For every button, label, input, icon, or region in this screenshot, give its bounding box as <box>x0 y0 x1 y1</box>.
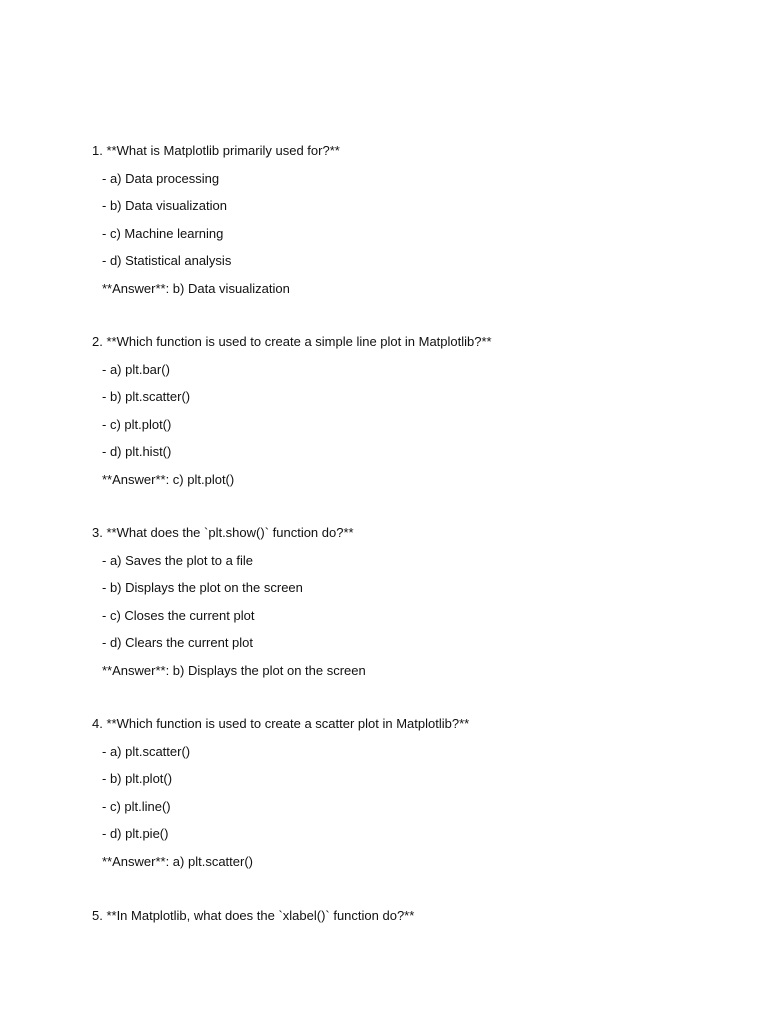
question-block-4 <box>92 715 732 880</box>
option-d: - d) plt.pie() <box>102 826 169 841</box>
question-block-2 <box>92 333 732 498</box>
question-text: 1. **What is Matplotlib primarily used for?** <box>92 143 340 158</box>
answer-text: **Answer**: b) Displays the plot on the screen <box>102 662 366 678</box>
option-c: - c) Closes the current plot <box>102 607 255 623</box>
option-a: - a) plt.bar() <box>102 361 170 377</box>
question-block-1 <box>92 142 732 307</box>
option-b: - b) Data visualization <box>102 198 227 213</box>
option-b: - b) Displays the plot on the screen <box>102 580 303 595</box>
question-block-3 <box>92 524 732 689</box>
question-block-5 <box>92 907 732 935</box>
option-d: - d) Statistical analysis <box>102 253 232 268</box>
option-c: - c) plt.line() <box>102 798 171 814</box>
question-text: 5. **In Matplotlib, what does the `xlabel()` function do?** <box>92 908 415 923</box>
option-c: - c) plt.plot() <box>102 416 172 432</box>
answer-text: **Answer**: a) plt.scatter() <box>102 853 253 869</box>
option-a: - a) Data processing <box>102 170 220 186</box>
option-b: - b) plt.plot() <box>102 771 173 786</box>
option-a: - a) plt.scatter() <box>102 743 191 759</box>
option-b: - b) plt.scatter() <box>102 389 191 404</box>
option-d: - d) plt.hist() <box>102 444 172 459</box>
option-d: - d) Clears the current plot <box>102 635 254 650</box>
option-a: - a) Saves the plot to a file <box>102 552 254 568</box>
question-text: 2. **Which function is used to create a simple line plot in Matplotlib?** <box>92 334 492 349</box>
question-text: 3. **What does the `plt.show()` function do?** <box>92 525 354 540</box>
question-text: 4. **Which function is used to create a scatter plot in Matplotlib?** <box>92 716 470 731</box>
answer-text: **Answer**: b) Data visualization <box>102 280 290 296</box>
option-c: - c) Machine learning <box>102 225 224 241</box>
answer-text: **Answer**: c) plt.plot() <box>102 471 235 487</box>
